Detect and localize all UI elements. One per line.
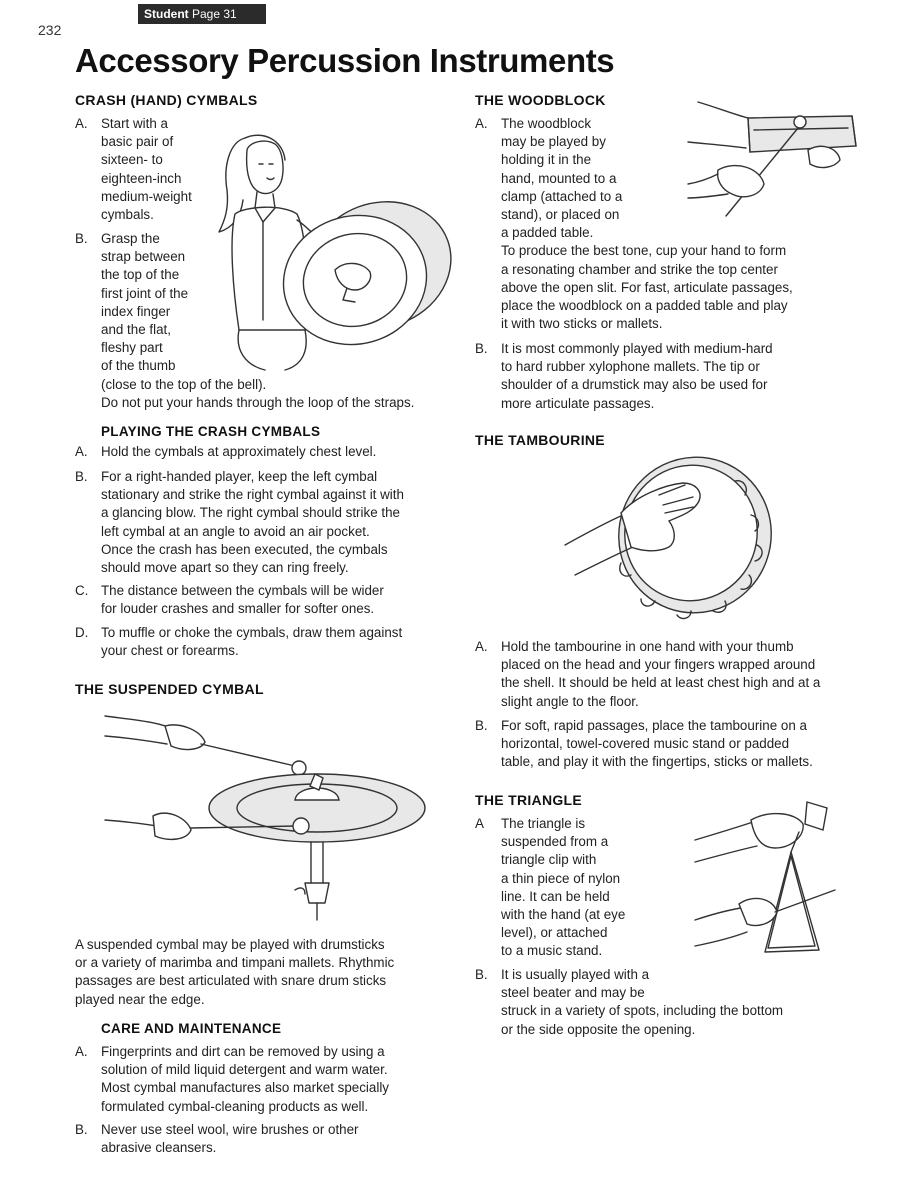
triangle-a-text — [501, 815, 625, 961]
tambourine-b-marker: B. — [475, 718, 488, 733]
playing-b-line: left cymbal at an angle to avoid an air pocket. — [101, 523, 370, 539]
care-a-line: Most cymbal manufactures also market specially — [101, 1080, 390, 1096]
care-heading: CARE AND MAINTENANCE — [101, 1021, 282, 1036]
triangle-a-line: to a music stand. — [501, 943, 603, 959]
playing-d-line: To muffle or choke the cymbals, draw them against — [101, 625, 403, 640]
suspended-line: A suspended cymbal may be played with drumsticks — [75, 937, 385, 952]
student-page-tab — [138, 4, 266, 24]
suspended-cymbal-illustration — [105, 708, 435, 923]
tambourine-heading: THE TAMBOURINE — [475, 432, 605, 448]
care-b-line: abrasive cleansers. — [101, 1140, 217, 1156]
crash-b-line: Grasp the — [101, 231, 160, 246]
playing-b-marker: B. — [75, 469, 88, 484]
playing-b-line: should move apart so they can ring freely. — [101, 560, 349, 576]
playing-c-marker: C. — [75, 583, 89, 598]
triangle-heading: THE TRIANGLE — [475, 792, 583, 808]
crash-a-text — [101, 115, 192, 224]
triangle-a-line: line. It can be held — [501, 888, 610, 904]
crash-a-line: Start with a — [101, 116, 168, 131]
suspended-line: or a variety of marimba and timpani mallets. Rhythmic — [75, 955, 395, 971]
suspended-line: passages are best articulated with snare drum sticks — [75, 973, 387, 989]
triangle-a-marker: A — [475, 816, 484, 831]
crash-b-line: fleshy part — [101, 340, 163, 356]
crash-a-line: cymbals. — [101, 207, 154, 223]
crash-a-marker: A. — [75, 116, 88, 131]
care-a-marker: A. — [75, 1044, 88, 1059]
playing-b-line: For a right-handed player, keep the left cymbal — [101, 469, 378, 484]
woodblock-b-line: shoulder of a drumstick may also be used for — [501, 377, 768, 393]
crash-a-line: medium-weight — [101, 188, 192, 204]
woodblock-a-line: it with two sticks or mallets. — [501, 316, 663, 332]
suspended-cymbal-text — [75, 936, 394, 1009]
care-b-line: Never use steel wool, wire brushes or other — [101, 1122, 359, 1137]
playing-d-line: your chest or forearms. — [101, 643, 239, 659]
care-b-marker: B. — [75, 1122, 88, 1137]
triangle-illustration — [695, 800, 845, 985]
woodblock-a-line: a resonating chamber and strike the top center — [501, 261, 778, 277]
woodblock-b-line: It is most commonly played with medium-hard — [501, 341, 773, 356]
triangle-b-line: It is usually played with a — [501, 967, 650, 982]
tambourine-illustration — [565, 455, 780, 625]
playing-d-marker: D. — [75, 625, 89, 640]
crash-b-line: Do not put your hands through the loop of the straps. — [101, 394, 415, 410]
tambourine-a-line: slight angle to the floor. — [501, 693, 639, 709]
crash-b-line: of the thumb — [101, 358, 176, 374]
tab-bold-label: Student — [144, 7, 189, 21]
triangle-b-marker: B. — [475, 967, 488, 982]
woodblock-heading: THE WOODBLOCK — [475, 92, 606, 108]
tab-page-label: Page 31 — [188, 7, 237, 21]
crash-a-line: basic pair of — [101, 134, 174, 150]
tambourine-a-text — [501, 638, 820, 711]
crash-b-line: first joint of the — [101, 285, 189, 301]
triangle-b-line: or the side opposite the opening. — [501, 1021, 696, 1037]
crash-b-marker: B. — [75, 231, 88, 246]
crash-a-line: eighteen-inch — [101, 170, 182, 186]
woodblock-a-line: may be played by — [501, 134, 606, 150]
tambourine-a-line: the shell. It should be held at least chest high and at a — [501, 675, 821, 691]
crash-cymbals-illustration — [205, 120, 465, 380]
playing-d-text — [101, 624, 402, 660]
playing-a-marker: A. — [75, 444, 88, 459]
woodblock-a-line: above the open slit. For fast, articulate passages, — [501, 279, 793, 295]
crash-b-line: strap between — [101, 249, 186, 265]
playing-b-text — [101, 468, 404, 577]
suspended-line: played near the edge. — [75, 991, 205, 1007]
suspended-cymbal-heading: THE SUSPENDED CYMBAL — [75, 681, 264, 697]
playing-crash-heading: PLAYING THE CRASH CYMBALS — [101, 424, 321, 439]
playing-c-text — [101, 582, 384, 618]
triangle-b-line: steel beater and may be — [501, 985, 645, 1001]
playing-b-line: a glancing blow. The right cymbal should strike the — [101, 505, 400, 521]
woodblock-b-line: to hard rubber xylophone mallets. The tip or — [501, 359, 760, 375]
tambourine-b-line: table, and play it with the fingertips, sticks or mallets. — [501, 754, 813, 770]
care-a-line: solution of mild liquid detergent and warm water. — [101, 1062, 388, 1078]
page-number: 232 — [38, 22, 62, 38]
crash-cymbals-heading: CRASH (HAND) CYMBALS — [75, 92, 258, 108]
woodblock-a-text — [501, 115, 793, 333]
tambourine-b-line: For soft, rapid passages, place the tambourine on a — [501, 718, 807, 733]
care-a-line: formulated cymbal-cleaning products as well. — [101, 1098, 369, 1114]
playing-a-line: Hold the cymbals at approximately chest level. — [101, 444, 377, 459]
tambourine-a-marker: A. — [475, 639, 488, 654]
triangle-a-line: with the hand (at eye — [501, 907, 626, 923]
woodblock-a-line: a padded table. — [501, 225, 594, 241]
tambourine-a-line: Hold the tambourine in one hand with your thumb — [501, 639, 794, 654]
tambourine-a-line: placed on the head and your fingers wrapped around — [501, 657, 816, 673]
triangle-a-line: level), or attached — [501, 925, 608, 941]
page-title: Accessory Percussion Instruments — [75, 42, 615, 79]
woodblock-a-line: place the woodblock on a padded table and play — [501, 298, 788, 314]
tambourine-b-line: horizontal, towel-covered music stand or padded — [501, 736, 790, 752]
triangle-a-line: a thin piece of nylon — [501, 870, 621, 886]
woodblock-a-line: The woodblock — [501, 116, 592, 131]
crash-b-line: (close to the top of the bell). — [101, 376, 267, 392]
crash-b-line: and the flat, — [101, 322, 171, 338]
woodblock-b-line: more articulate passages. — [501, 395, 655, 411]
crash-b-line: the top of the — [101, 267, 180, 283]
woodblock-a-line: To produce the best tone, cup your hand to form — [501, 243, 787, 259]
tambourine-b-text — [501, 717, 813, 772]
triangle-b-line: struck in a variety of spots, including the bottom — [501, 1003, 784, 1019]
woodblock-b-marker: B. — [475, 341, 488, 356]
woodblock-a-line: hand, mounted to a — [501, 170, 617, 186]
woodblock-b-text — [501, 340, 773, 413]
woodblock-a-marker: A. — [475, 116, 488, 131]
triangle-a-line: suspended from a — [501, 834, 609, 850]
care-a-line: Fingerprints and dirt can be removed by using a — [101, 1044, 385, 1059]
woodblock-a-line: stand), or placed on — [501, 207, 620, 223]
triangle-a-line: triangle clip with — [501, 852, 597, 868]
playing-a-text — [101, 443, 376, 461]
woodblock-a-line: holding it in the — [501, 152, 592, 168]
care-a-text — [101, 1043, 389, 1116]
playing-b-line: Once the crash has been executed, the cymbals — [101, 541, 388, 557]
crash-a-line: sixteen- to — [101, 152, 163, 168]
playing-c-line: The distance between the cymbals will be wider — [101, 583, 384, 598]
playing-c-line: for louder crashes and smaller for softer ones. — [101, 601, 375, 617]
playing-b-line: stationary and strike the right cymbal against it with — [101, 487, 404, 503]
triangle-b-text — [501, 966, 783, 1039]
crash-b-line: index finger — [101, 303, 171, 319]
care-b-text — [101, 1121, 359, 1157]
triangle-a-line: The triangle is — [501, 816, 586, 831]
woodblock-a-line: clamp (attached to a — [501, 188, 623, 204]
